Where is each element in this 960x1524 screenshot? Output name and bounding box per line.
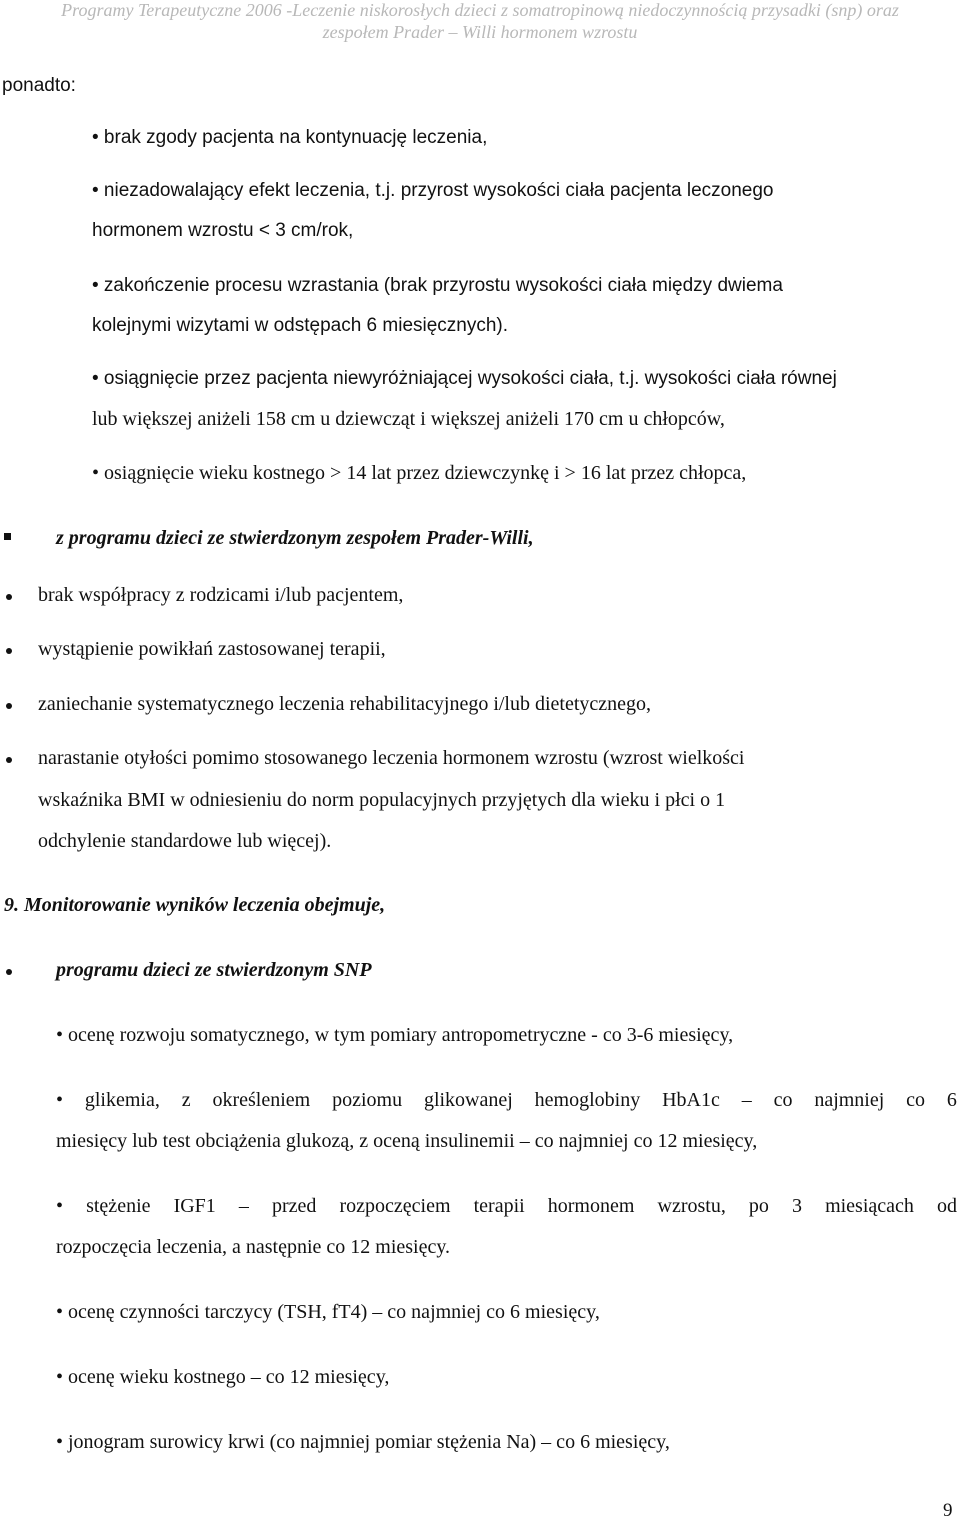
- word: co: [906, 1089, 926, 1111]
- bullet-dot-icon: [6, 969, 12, 975]
- word: •: [56, 1195, 64, 1217]
- monitoring-item-3-line-1: [56, 1195, 957, 1218]
- word: rozpoczęciem: [339, 1195, 451, 1217]
- word: z: [181, 1089, 191, 1111]
- running-header-line-2: zespołem Prader – Willi hormonem wzrostu: [322, 22, 638, 42]
- monitoring-item-5: • ocenę wieku kostnego – co 12 miesięcy,: [56, 1366, 390, 1388]
- criteria-item-4-line-2: lub większej aniżeli 158 cm u dziewcząt i większej aniżeli 170 cm u chłopców,: [92, 408, 725, 430]
- pws-item-4-line-3: odchylenie standardowe lub więcej).: [38, 830, 332, 852]
- square-bullet-icon: [4, 533, 11, 540]
- word: przed: [271, 1195, 317, 1217]
- criteria-item-4-line-1: • osiągnięcie przez pacjenta niewyróżniającej wysokości ciała, t.j. wysokości ciała równej: [92, 368, 837, 389]
- monitoring-item-1: • ocenę rozwoju somatycznego, w tym pomiary antropometryczne - co 3-6 miesięcy,: [56, 1024, 734, 1046]
- word: 3: [791, 1195, 802, 1217]
- bullet-dot-icon: [6, 757, 12, 763]
- word: •: [56, 1089, 64, 1111]
- word: hormonem: [547, 1195, 635, 1217]
- pws-item-3: zaniechanie systematycznego leczenia rehabilitacyjnego i/lub dietetycznego,: [38, 693, 652, 715]
- word: stężenie: [86, 1195, 151, 1217]
- word: miesiącach: [825, 1195, 914, 1217]
- criteria-item-3-line-1: • zakończenie procesu wzrastania (brak przyrostu wysokości ciała między dwiema: [92, 275, 783, 296]
- word: IGF1: [173, 1195, 216, 1217]
- word: określeniem: [212, 1089, 311, 1111]
- criteria-item-2-line-1: • niezadowalający efekt leczenia, t.j. przyrost wysokości ciała pacjenta leczonego: [92, 180, 774, 201]
- bullet-dot-icon: [6, 648, 12, 654]
- pws-heading: z programu dzieci ze stwierdzonym zespołem Prader-Willi,: [56, 527, 534, 549]
- word: terapii: [473, 1195, 525, 1217]
- word: –: [741, 1089, 752, 1111]
- monitoring-item-4: • ocenę czynności tarczycy (TSH, fT4) – co najmniej co 6 miesięcy,: [56, 1301, 600, 1323]
- word: glikowanej: [423, 1089, 513, 1111]
- running-header-line-1: Programy Terapeutyczne 2006 -Leczenie niskorosłych dzieci z somatropinową niedoczynnością przysadki (snp) oraz: [61, 0, 899, 20]
- criteria-item-1: • brak zgody pacjenta na kontynuację leczenia,: [92, 127, 488, 148]
- page-number: 9: [943, 1500, 953, 1521]
- monitoring-item-2-line-2: miesięcy lub test obciążenia glukozą, z oceną insulinemii – co najmniej co 12 miesięcy,: [56, 1130, 758, 1152]
- section-9-subheading: programu dzieci ze stwierdzonym SNP: [56, 959, 372, 981]
- monitoring-item-2-line-1: [56, 1089, 957, 1112]
- pws-item-4-line-2: wskaźnika BMI w odniesieniu do norm populacyjnych przyjętych dla wieku i płci o 1: [38, 789, 726, 811]
- word: najmniej: [814, 1089, 885, 1111]
- word: HbA1c: [662, 1089, 720, 1111]
- word: glikemia,: [84, 1089, 160, 1111]
- word: poziomu: [332, 1089, 403, 1111]
- word: hemoglobiny: [534, 1089, 641, 1111]
- word: 6: [946, 1089, 957, 1111]
- monitoring-item-3-line-2: rozpoczęcia leczenia, a następnie co 12 miesięcy.: [56, 1236, 451, 1258]
- criteria-item-5: • osiągnięcie wieku kostnego > 14 lat przez dziewczynkę i > 16 lat przez chłopca,: [92, 462, 747, 484]
- bullet-dot-icon: [6, 703, 12, 709]
- pws-item-2: wystąpienie powikłań zastosowanej terapii,: [38, 638, 386, 660]
- pws-item-1: brak współpracy z rodzicami i/lub pacjentem,: [38, 584, 404, 606]
- word: od: [936, 1195, 957, 1217]
- criteria-item-3-line-2: kolejnymi wizytami w odstępach 6 miesięcznych).: [92, 315, 509, 336]
- bullet-dot-icon: [6, 594, 12, 600]
- criteria-item-2-line-2: hormonem wzrostu < 3 cm/rok,: [92, 220, 354, 241]
- word: wzrostu,: [657, 1195, 726, 1217]
- section-9-heading: 9. Monitorowanie wyników leczenia obejmuje,: [4, 894, 386, 916]
- pws-item-4-line-1: narastanie otyłości pomimo stosowanego leczenia hormonem wzrostu (wzrost wielkości: [38, 747, 745, 769]
- word: co: [773, 1089, 793, 1111]
- word: po: [748, 1195, 769, 1217]
- monitoring-item-6: • jonogram surowicy krwi (co najmniej pomiar stężenia Na) – co 6 miesięcy,: [56, 1431, 670, 1453]
- word: –: [238, 1195, 249, 1217]
- intro-label: ponadto:: [2, 75, 76, 96]
